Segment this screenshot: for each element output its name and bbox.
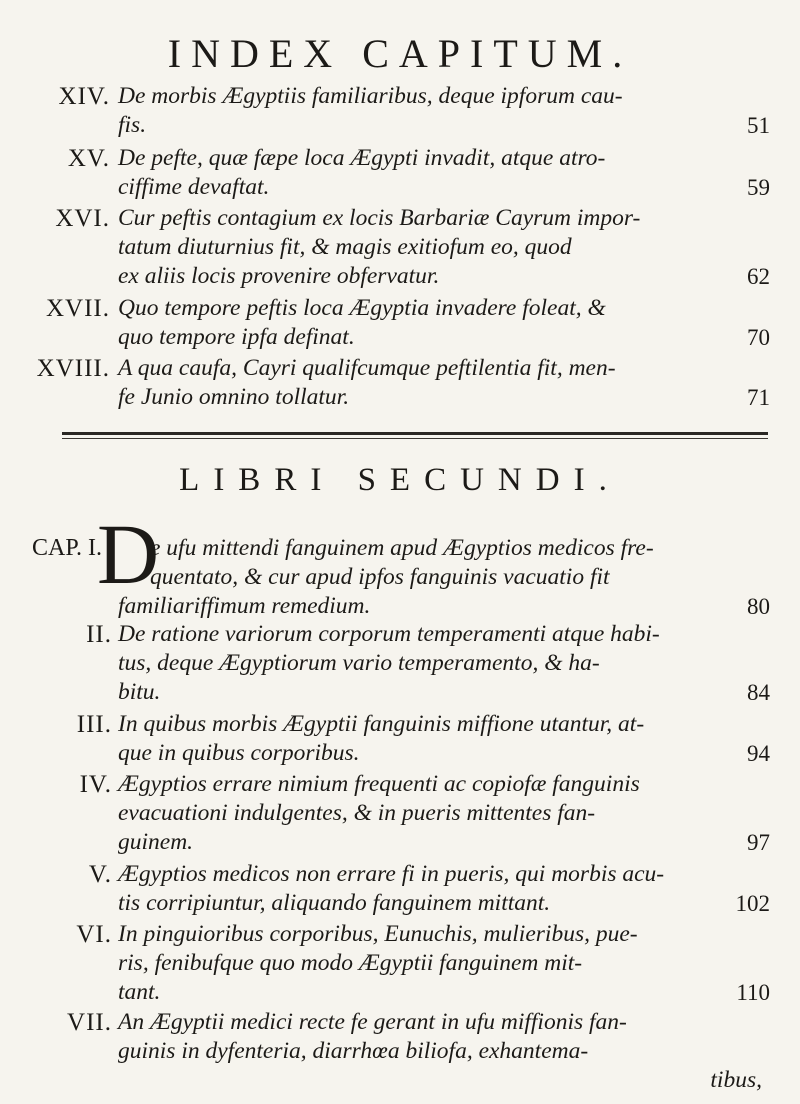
page-number: 110 xyxy=(736,980,770,1005)
entry-line: Cur peftis contagium ex locis Barbariæ Cayrum impor- xyxy=(118,205,641,231)
page-number: 97 xyxy=(747,830,770,855)
entry-line: A qua caufa, Cayri qualifcumque peftilentia fit, men- xyxy=(118,355,616,381)
chapter-number: II. xyxy=(86,621,112,648)
entry-line: guinem. xyxy=(118,829,194,855)
chapter-number: XIV. xyxy=(58,83,110,110)
entry-line: tibus, xyxy=(710,1067,762,1093)
page-number: 102 xyxy=(735,891,770,916)
entry-line: ciffime devaftat. xyxy=(118,174,270,200)
entry-line: An Ægyptii medici recte fe gerant in ufu miffionis fan- xyxy=(118,1009,627,1035)
section-title: LIBRI SECUNDI. xyxy=(179,462,621,498)
page-number: 84 xyxy=(747,680,770,705)
page-number: 59 xyxy=(747,175,770,200)
entry-line: evacuationi indulgentes, & in pueris mittentes fan- xyxy=(118,800,596,826)
toc-entry-xiv xyxy=(58,82,778,140)
entry-line: Ægyptios errare nimium frequenti ac copiofæ fanguinis xyxy=(118,771,640,797)
entry-line: e ufu mittendi fanguinem apud Ægyptios medicos fre- xyxy=(150,535,654,561)
page-number: 71 xyxy=(747,385,770,410)
page-number: 70 xyxy=(747,325,770,350)
entry-line: familiariffimum remedium. xyxy=(118,593,371,619)
toc-entry-ii xyxy=(86,620,778,707)
toc-entry-xvii xyxy=(45,294,778,352)
chapter-number: VI. xyxy=(76,921,112,948)
entry-line: Ægyptios medicos non errare fi in pueris, qui morbis acu- xyxy=(118,861,665,887)
chapter-number: IV. xyxy=(79,771,112,798)
entry-line: tatum diuturnius fit, & magis exitiofum eo, quod xyxy=(118,234,572,260)
chapter-number: XVII. xyxy=(45,295,110,322)
chapter-number: VII. xyxy=(67,1009,112,1036)
entry-line: De morbis Ægyptiis familiaribus, deque ipforum cau- xyxy=(118,83,623,109)
drop-cap: D xyxy=(97,506,160,602)
entry-line: quentato, & cur apud ipfos fanguinis vacuatio fit xyxy=(150,564,610,590)
chapter-number: V. xyxy=(88,861,112,888)
entry-line: tant. xyxy=(118,979,161,1005)
toc-entry-v xyxy=(88,860,778,918)
section-divider-thin xyxy=(62,438,768,439)
page-number: 80 xyxy=(747,594,770,619)
chapter-number: XVIII. xyxy=(36,355,110,382)
entry-line: tus, deque Ægyptiorum vario temperamento, & ha- xyxy=(118,650,600,676)
section-divider xyxy=(62,432,768,435)
running-head: INDEX CAPITUM. xyxy=(167,31,633,76)
entry-line: De ratione variorum corporum temperamenti atque habi- xyxy=(118,621,660,647)
chapter-number: XVI. xyxy=(55,205,110,232)
entry-line: In quibus morbis Ægyptii fanguinis miffione utantur, at- xyxy=(118,711,645,737)
toc-entry-vii xyxy=(67,1008,778,1095)
entry-line: guinis in dyfenteria, diarrhœa biliofa, exhantema- xyxy=(118,1038,589,1064)
entry-line: tis corripiuntur, aliquando fanguinem mittant. xyxy=(118,890,551,916)
entry-line: fe Junio omnino tollatur. xyxy=(118,384,350,410)
entry-line: De pefte, quæ fæpe loca Ægypti invadit, atque atro- xyxy=(118,145,606,171)
chapter-number: III. xyxy=(76,711,112,738)
page-number: 51 xyxy=(747,113,770,138)
toc-entry-xvi xyxy=(55,204,778,291)
page-number: 62 xyxy=(747,264,770,289)
entry-line: que in quibus corporibus. xyxy=(118,740,360,766)
entry-line: fis. xyxy=(118,112,147,138)
toc-entry-xviii xyxy=(36,354,778,412)
entry-line: ris, fenibufque quo modo Ægyptii fanguinem mit- xyxy=(118,950,583,976)
entry-line: Quo tempore peftis loca Ægyptia invadere foleat, & xyxy=(118,295,606,321)
entry-line: In pinguioribus corporibus, Eunuchis, mulieribus, pue- xyxy=(118,921,638,947)
cap-label: CAP. I. xyxy=(32,535,103,561)
entry-line: bitu. xyxy=(118,679,161,705)
entry-line: ex aliis locis provenire obfervatur. xyxy=(118,263,440,289)
entry-line: quo tempore ipfa definat. xyxy=(118,324,355,350)
toc-entry-iii xyxy=(76,710,778,768)
page-number: 94 xyxy=(747,741,770,766)
toc-entry-iv xyxy=(79,770,778,857)
toc-entry-i xyxy=(118,534,778,621)
chapter-number: XV. xyxy=(67,145,110,172)
toc-entry-xv xyxy=(67,144,778,202)
toc-entry-vi xyxy=(76,920,778,1007)
